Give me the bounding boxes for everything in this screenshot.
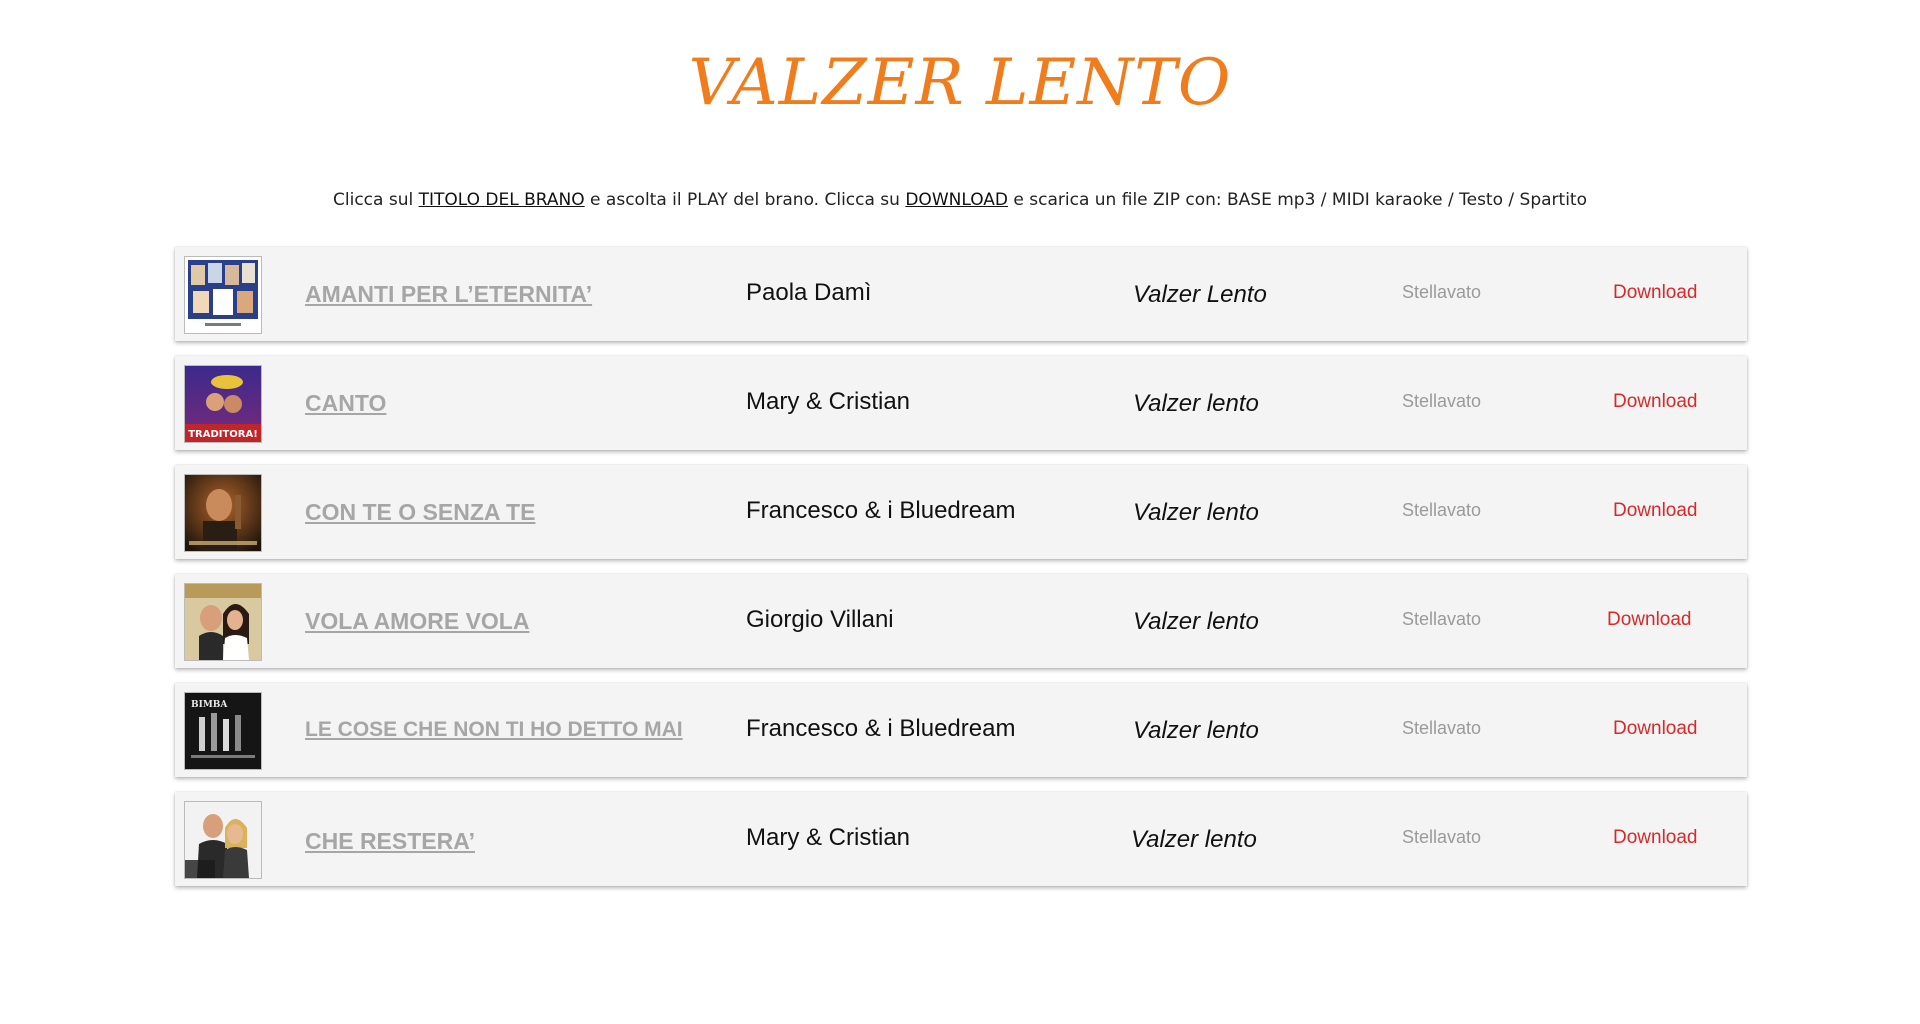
rating-label: Stellavato bbox=[1402, 718, 1482, 738]
rating-label: Stellavato bbox=[1402, 282, 1482, 302]
genre-label: Valzer Lento bbox=[1133, 281, 1267, 308]
song-title-link[interactable]: CHE RESTERA’ bbox=[305, 828, 475, 854]
genre-label: Valzer lento bbox=[1133, 499, 1259, 526]
song-title-link[interactable]: CON TE O SENZA TE bbox=[305, 499, 536, 525]
song-row bbox=[175, 465, 1747, 559]
artist-name: Mary & Cristian bbox=[746, 388, 911, 415]
download-link[interactable]: Download bbox=[1613, 391, 1698, 412]
album-cover-collage-icon[interactable] bbox=[184, 256, 262, 334]
song-title-link[interactable]: AMANTI PER L’ETERNITA’ bbox=[305, 281, 593, 307]
page-title: VALZER LENTO bbox=[688, 46, 1232, 120]
album-cover-portrait-icon[interactable] bbox=[184, 474, 262, 552]
song-list bbox=[175, 247, 1747, 901]
artist-name: Francesco & i Bluedream bbox=[746, 715, 1016, 742]
song-title-link[interactable]: VOLA AMORE VOLA bbox=[305, 608, 530, 634]
rating-label: Stellavato bbox=[1402, 609, 1482, 629]
album-cover-duo-icon[interactable] bbox=[184, 801, 262, 879]
download-link[interactable]: Download bbox=[1613, 827, 1698, 848]
bimba-cover-text: BIMBA bbox=[191, 700, 228, 710]
instructions-text bbox=[0, 188, 1920, 212]
artist-name: Giorgio Villani bbox=[746, 606, 894, 633]
traditora-cover-text: TRADITORA! bbox=[188, 429, 258, 440]
song-row bbox=[175, 792, 1747, 886]
download-link[interactable]: Download bbox=[1613, 282, 1698, 303]
song-title-link[interactable]: CANTO bbox=[305, 390, 387, 416]
album-cover-couple-icon[interactable] bbox=[184, 583, 262, 661]
genre-label: Valzer lento bbox=[1131, 826, 1257, 853]
download-link[interactable]: Download bbox=[1607, 609, 1692, 630]
artist-name: Mary & Cristian bbox=[746, 824, 911, 851]
instructions-download-hint: DOWNLOAD bbox=[905, 190, 1009, 210]
instructions-part-2: e ascolta il PLAY del brano. Clicca su bbox=[584, 190, 906, 210]
song-row bbox=[175, 356, 1747, 450]
song-row bbox=[175, 574, 1747, 668]
album-cover-bimba-icon[interactable] bbox=[184, 692, 262, 770]
artist-name: Paola Damì bbox=[746, 279, 872, 306]
instructions-part-3: e scarica un file ZIP con: BASE mp3 / MIDI karaoke / Testo / Spartito bbox=[1008, 190, 1587, 210]
album-cover-traditora-icon[interactable] bbox=[184, 365, 262, 443]
rating-label: Stellavato bbox=[1402, 391, 1482, 411]
song-row bbox=[175, 247, 1747, 341]
download-link[interactable]: Download bbox=[1613, 500, 1698, 521]
genre-label: Valzer lento bbox=[1133, 717, 1259, 744]
song-row bbox=[175, 683, 1747, 777]
rating-label: Stellavato bbox=[1402, 827, 1482, 847]
download-link[interactable]: Download bbox=[1613, 718, 1698, 739]
instructions-part-1: Clicca sul bbox=[333, 190, 419, 210]
song-title-link[interactable]: LE COSE CHE NON TI HO DETTO MAI bbox=[305, 718, 683, 741]
genre-label: Valzer lento bbox=[1133, 608, 1259, 635]
artist-name: Francesco & i Bluedream bbox=[746, 497, 1016, 524]
instructions-song-title-hint: TITOLO DEL BRANO bbox=[418, 190, 585, 210]
rating-label: Stellavato bbox=[1402, 500, 1482, 520]
genre-label: Valzer lento bbox=[1133, 390, 1259, 417]
